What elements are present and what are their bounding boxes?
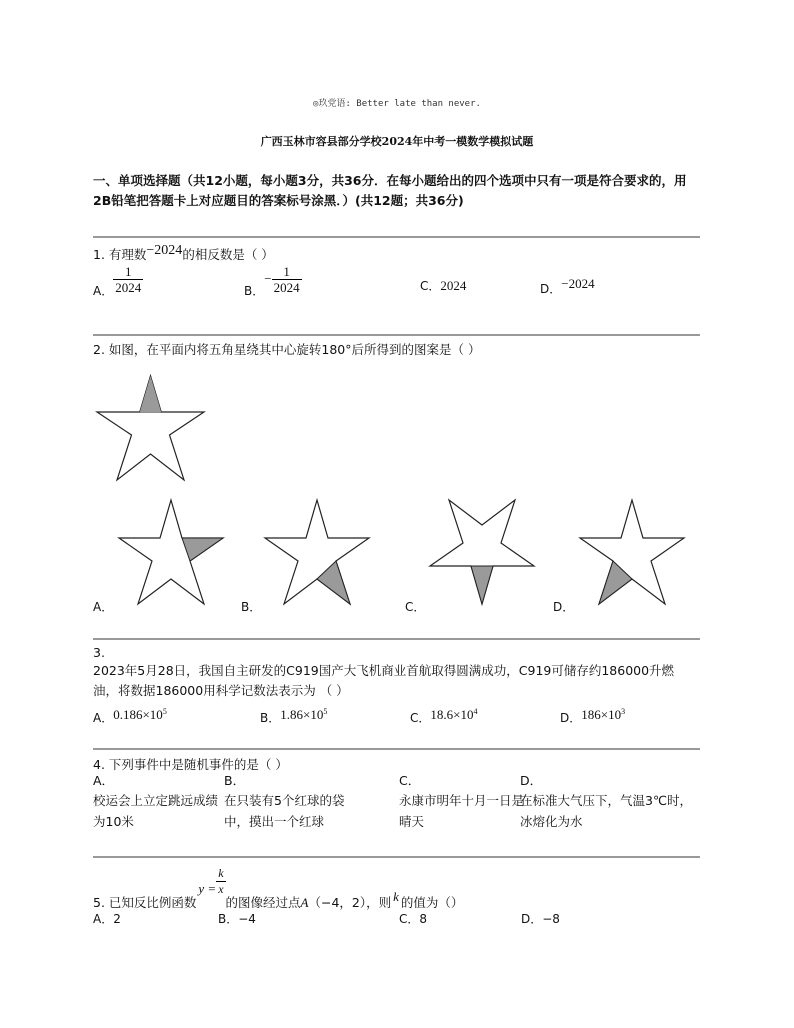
option-label: A．	[93, 284, 114, 298]
minus-sign: −	[264, 271, 272, 286]
q1-option-d[interactable]: D．−2024	[540, 276, 595, 296]
q4-option-a[interactable]: A． 校运会上立定跳远成绩为10米	[93, 773, 219, 829]
q3-option-d[interactable]: D．$186\times 10^3$	[560, 707, 626, 725]
q2-option-d-label[interactable]: D．	[553, 600, 575, 614]
fraction: $\frac{1}{2024}$	[273, 264, 300, 295]
section-heading: 一、单项选择题（共12小题，每小题3分，共36分．在每小题给出的四个选项中只有一项是符合要求的，用2B铅笔把答题卡上对应题目的答案标号涂黑．）(共12题；共36分)	[93, 173, 687, 208]
divider	[93, 856, 700, 858]
q3-option-b[interactable]: B．$1.86\times 10^5$	[260, 707, 328, 725]
q4-option-b[interactable]: B． 在只装有5个红球的袋中，摸出一个红球	[224, 773, 345, 829]
q1-option-b[interactable]	[244, 264, 302, 298]
function-y: y =	[198, 881, 217, 896]
q4-option-c[interactable]: C． 永康市明年十月一日是晴天	[399, 773, 525, 829]
fraction-k-over-x: $\frac{k}{x}$	[218, 866, 224, 896]
q2-option-c-label[interactable]: C．	[405, 600, 426, 614]
q5-option-b[interactable]: B．−4	[218, 912, 256, 926]
q4-option-d[interactable]: D． 在标准大气压下，气温3℃时，冰熔化为水	[520, 773, 692, 829]
question-3-line-2: 油，将数据186000用科学记数法表示为 （ ）	[93, 683, 349, 698]
q3-option-a[interactable]: A．$0.186\times 10^5$	[93, 707, 167, 725]
motto: ◎玖党语: Better late than never.	[313, 99, 481, 109]
q2-option-c-star[interactable]	[428, 500, 536, 606]
question-4-stem: 4. 下列事件中是随机事件的是（ ）	[93, 757, 288, 772]
original-star-figure	[96, 376, 206, 484]
fraction: $\frac{1}{2024}$	[115, 264, 142, 295]
q5-option-c[interactable]: C．8	[399, 912, 428, 926]
question-5-stem: 5. 已知反比例函数y = $\frac{k}{x}$ 的图像经过点A（−4，2），则 k 的值为（）	[93, 866, 464, 910]
page-title: 广西玉林市容县部分学校2024年中考一模数学模拟试题	[260, 135, 534, 148]
question-3-number: 3.	[93, 645, 105, 660]
q2-option-d-star[interactable]	[578, 500, 686, 606]
q2-option-b-star[interactable]	[263, 500, 371, 606]
question-3-line-1: 2023年5月28日，我国自主研发的C919国产大飞机商业首航取得圆满成功，C919可储存约186000升燃	[93, 663, 675, 678]
q1-number: −2024	[146, 243, 183, 258]
question-2-stem: 2. 如图，在平面内将五角星绕其中心旋转180°后所得到的图案是（ ）	[93, 342, 481, 357]
q5-option-d[interactable]: D．−8	[521, 912, 560, 926]
q3-option-c[interactable]: C．$18.6\times 10^4$	[410, 707, 478, 725]
divider	[93, 748, 700, 750]
divider	[93, 334, 700, 336]
q5-option-a[interactable]: A．2	[93, 912, 121, 926]
q1-prefix: 1. 有理数	[93, 247, 147, 262]
divider	[93, 236, 700, 238]
divider	[93, 638, 700, 640]
q2-option-b-label[interactable]: B．	[241, 600, 262, 614]
option-label: B．	[244, 284, 265, 298]
q2-option-a-label[interactable]: A．	[93, 600, 114, 614]
q1-suffix: 的相反数是（ ）	[182, 247, 274, 262]
q2-option-a-star[interactable]	[117, 500, 225, 606]
q1-option-c[interactable]: C．2024	[420, 278, 467, 293]
question-1-stem	[93, 245, 274, 264]
q1-option-a[interactable]	[93, 264, 143, 298]
